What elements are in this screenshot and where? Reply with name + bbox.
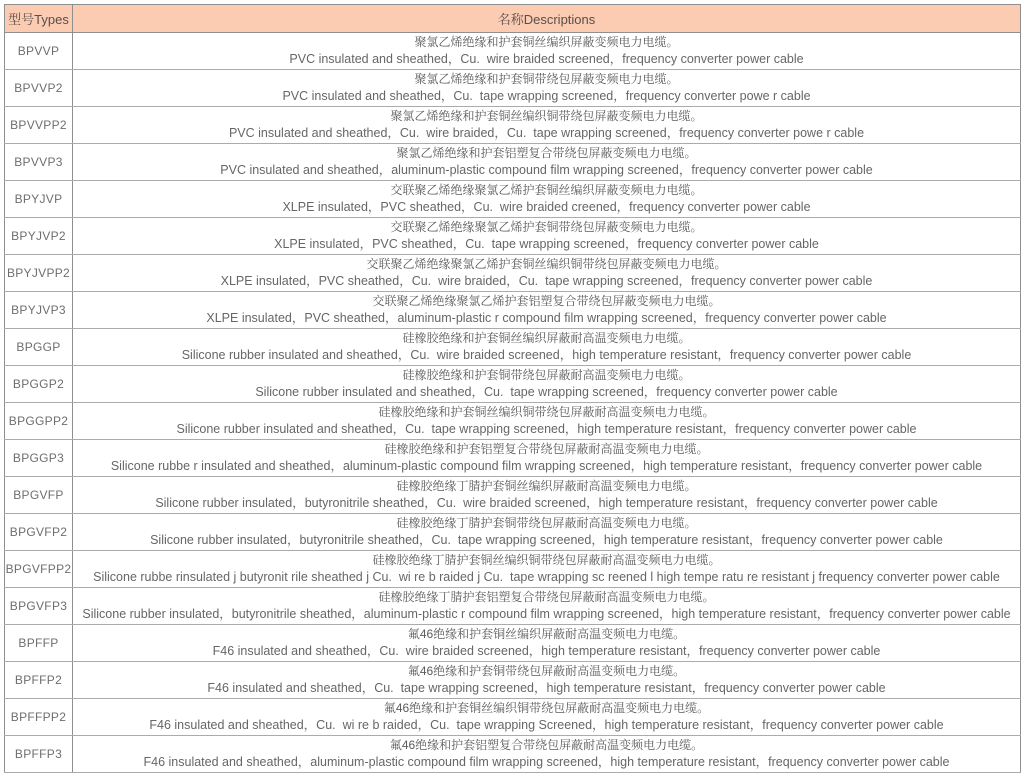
description-cn: 交联聚乙烯绝缘聚氯乙烯护套铜带绕包屏蔽变频电力电缆。 xyxy=(390,220,703,234)
description-cn: 氟46绝缘和护套铝塑复合带绕包屏蔽耐高温变频电力电缆。 xyxy=(389,738,704,752)
description-en: Silicone rubber insulated，butyronitrile sheathed，Cu. tape wrapping screened，high temperature resistant，frequency converter power cable xyxy=(150,533,943,547)
column-header-descriptions: 名称Descriptions xyxy=(73,5,1021,33)
type-code: BPYJVP3 xyxy=(5,292,73,329)
description-cn: 硅橡胶绝缘丁腈护套铝塑复合带绕包屏蔽耐高温变频电力电缆。 xyxy=(378,590,715,604)
table-row xyxy=(5,662,1021,699)
table-row xyxy=(5,33,1021,70)
table-row xyxy=(5,588,1021,625)
table-row xyxy=(5,144,1021,181)
description-cn: 聚氯乙烯绝缘和护套铝塑复合带绕包屏蔽变频电力电缆。 xyxy=(396,146,697,160)
type-code: BPGVFP3 xyxy=(5,588,73,625)
description-cell xyxy=(73,551,1021,588)
type-code: BPGGP3 xyxy=(5,440,73,477)
description-en: F46 insulated and sheathed，Cu. wire braided screened，high temperature resistant，frequency converter power cable xyxy=(212,644,881,658)
description-cell xyxy=(73,403,1021,440)
description-en: Silicone rubber insulated，butyronitrile sheathed，Cu. wire braided screened，high temperature resistant，frequency converter power cable xyxy=(155,496,938,510)
type-code: BPGVFP2 xyxy=(5,514,73,551)
table-row xyxy=(5,736,1021,773)
description-cell xyxy=(73,329,1021,366)
description-en: Silicone rubbe r insulated and sheathed，aluminum-plastic compound film wrapping screened，high temperature resistant，frequency converter power cable xyxy=(110,459,983,473)
description-en: PVC insulated and sheathed，Cu. wire braided，Cu. tape wrapping screened，frequency converter powe r cable xyxy=(228,126,865,140)
table-row xyxy=(5,70,1021,107)
description-en: Silicone rubber insulated and sheathed，Cu. tape wrapping screened，frequency converter power cable xyxy=(255,385,838,399)
description-cn: 硅橡胶绝缘和护套铜丝编织屏蔽耐高温变频电力电缆。 xyxy=(402,331,691,345)
description-cell xyxy=(73,70,1021,107)
table-row xyxy=(5,292,1021,329)
description-en: Silicone rubbe rinsulated j butyronit rile sheathed j Cu. wi re b raided j Cu. tape wrapping sc reened l high tempe ratu re resistant j frequency converter power cable xyxy=(93,570,1000,584)
cable-types-table xyxy=(4,4,1021,773)
table-row xyxy=(5,477,1021,514)
description-en: F46 insulated and sheathed，Cu. tape wrapping screened，high temperature resistant，frequency converter power cable xyxy=(207,681,886,695)
table-row xyxy=(5,329,1021,366)
description-cell xyxy=(73,292,1021,329)
description-cell xyxy=(73,736,1021,773)
description-en: Silicone rubber insulated and sheathed，Cu. wire braided screened，high temperature resistant，frequency converter power cable xyxy=(181,348,912,362)
table-row xyxy=(5,181,1021,218)
description-en: F46 insulated and sheathed，Cu. wi re b raided，Cu. tape wrapping Screened，high temperature resistant，frequency converter power cable xyxy=(149,718,944,732)
table-row xyxy=(5,255,1021,292)
description-cell xyxy=(73,181,1021,218)
description-en: PVC insulated and sheathed，aluminum-plastic compound film wrapping screened，frequency converter power cable xyxy=(220,163,873,177)
description-cell xyxy=(73,625,1021,662)
description-cn: 交联聚乙烯绝缘聚氯乙烯护套铝塑复合带绕包屏蔽变频电力电缆。 xyxy=(372,294,721,308)
table-row xyxy=(5,107,1021,144)
description-cn: 氟46绝缘和护套铜丝编织屏蔽耐高温变频电力电缆。 xyxy=(407,627,686,641)
table-row xyxy=(5,440,1021,477)
description-cell xyxy=(73,588,1021,625)
column-header-types: 型号Types xyxy=(5,5,73,33)
type-code: BPFFP3 xyxy=(5,736,73,773)
type-code: BPYJVPP2 xyxy=(5,255,73,292)
table-row xyxy=(5,514,1021,551)
description-cn: 硅橡胶绝缘和护套铜带绕包屏蔽耐高温变频电力电缆。 xyxy=(402,368,691,382)
type-code: BPGVFPP2 xyxy=(5,551,73,588)
type-code: BPGVFP xyxy=(5,477,73,514)
description-cell xyxy=(73,218,1021,255)
type-code: BPVVP xyxy=(5,33,73,70)
description-cn: 硅橡胶绝缘和护套铜丝编织铜带绕包屏蔽耐高温变频电力电缆。 xyxy=(378,405,715,419)
description-en: F46 insulated and sheathed，aluminum-plastic compound film wrapping screened，high temperature resistant，frequency converter power cable xyxy=(143,755,950,769)
description-en: Silicone rubber insulated and sheathed，Cu. tape wrapping screened，high temperature resistant，frequency converter power cable xyxy=(176,422,917,436)
description-cell xyxy=(73,514,1021,551)
description-cell xyxy=(73,144,1021,181)
description-en: XLPE insulated，PVC sheathed，aluminum-plastic r compound film wrapping screened，frequency converter power cable xyxy=(206,311,887,325)
description-cn: 聚氯乙烯绝缘和护套铜丝编织屏蔽变频电力电缆。 xyxy=(414,35,679,49)
description-cn: 氟46绝缘和护套铜带绕包屏蔽耐高温变频电力电缆。 xyxy=(407,664,686,678)
description-cn: 硅橡胶绝缘丁腈护套铜丝编织屏蔽耐高温变频电力电缆。 xyxy=(396,479,697,493)
description-cn: 氟46绝缘和护套铜丝编织铜带绕包屏蔽耐高温变频电力电缆。 xyxy=(383,701,710,715)
table-row xyxy=(5,699,1021,736)
table-body xyxy=(5,33,1021,773)
description-en: Silicone rubber insulated，butyronitrile sheathed，aluminum-plastic r compound film wrapping screened，high temperature resistant，frequency converter power cable xyxy=(82,607,1011,621)
type-code: BPVVPP2 xyxy=(5,107,73,144)
description-en: PVC insulated and sheathed，Cu. wire braided screened，frequency converter power cable xyxy=(289,52,804,66)
description-cell xyxy=(73,366,1021,403)
description-cn: 交联聚乙烯绝缘聚氯乙烯护套铜丝编织铜带绕包屏蔽变频电力电缆。 xyxy=(366,257,727,271)
description-cn: 交联聚乙烯绝缘聚氯乙烯护套铜丝编织屏蔽变频电力电缆。 xyxy=(390,183,703,197)
table-row xyxy=(5,625,1021,662)
table-header-row xyxy=(5,5,1021,33)
description-cell xyxy=(73,33,1021,70)
description-cn: 聚氯乙烯绝缘和护套铜丝编织铜带绕包屏蔽变频电力电缆。 xyxy=(390,109,703,123)
description-en: XLPE insulated，PVC sheathed，Cu. tape wrapping screened，frequency converter power cable xyxy=(274,237,819,251)
type-code: BPVVP2 xyxy=(5,70,73,107)
description-cell xyxy=(73,107,1021,144)
description-cell xyxy=(73,477,1021,514)
table-row xyxy=(5,551,1021,588)
type-code: BPYJVP2 xyxy=(5,218,73,255)
table-row xyxy=(5,218,1021,255)
description-cell xyxy=(73,699,1021,736)
type-code: BPYJVP xyxy=(5,181,73,218)
table-row xyxy=(5,366,1021,403)
type-code: BPGGP xyxy=(5,329,73,366)
description-cell xyxy=(73,440,1021,477)
description-cn: 聚氯乙烯绝缘和护套铜带绕包屏蔽变频电力电缆。 xyxy=(414,72,679,86)
type-code: BPFFP xyxy=(5,625,73,662)
type-code: BPVVP3 xyxy=(5,144,73,181)
description-en: XLPE insulated，PVC sheathed，Cu. wire braided creened，frequency converter power cable xyxy=(282,200,811,214)
description-cell xyxy=(73,662,1021,699)
description-en: PVC insulated and sheathed，Cu. tape wrapping screened，frequency converter powe r cable xyxy=(282,89,811,103)
table-row xyxy=(5,403,1021,440)
type-code: BPFFP2 xyxy=(5,662,73,699)
description-cell xyxy=(73,255,1021,292)
type-code: BPGGPP2 xyxy=(5,403,73,440)
description-en: XLPE insulated，PVC sheathed，Cu. wire braided，Cu. tape wrapping screened，frequency converter power cable xyxy=(220,274,873,288)
description-cn: 硅橡胶绝缘丁腈护套铜带绕包屏蔽耐高温变频电力电缆。 xyxy=(396,516,697,530)
description-cn: 硅橡胶绝缘丁腈护套铜丝编织铜带绕包屏蔽耐高温变频电力电缆。 xyxy=(372,553,721,567)
type-code: BPFFPP2 xyxy=(5,699,73,736)
description-cn: 硅橡胶绝缘和护套铝塑复合带绕包屏蔽耐高温变频电力电缆。 xyxy=(384,442,709,456)
type-code: BPGGP2 xyxy=(5,366,73,403)
